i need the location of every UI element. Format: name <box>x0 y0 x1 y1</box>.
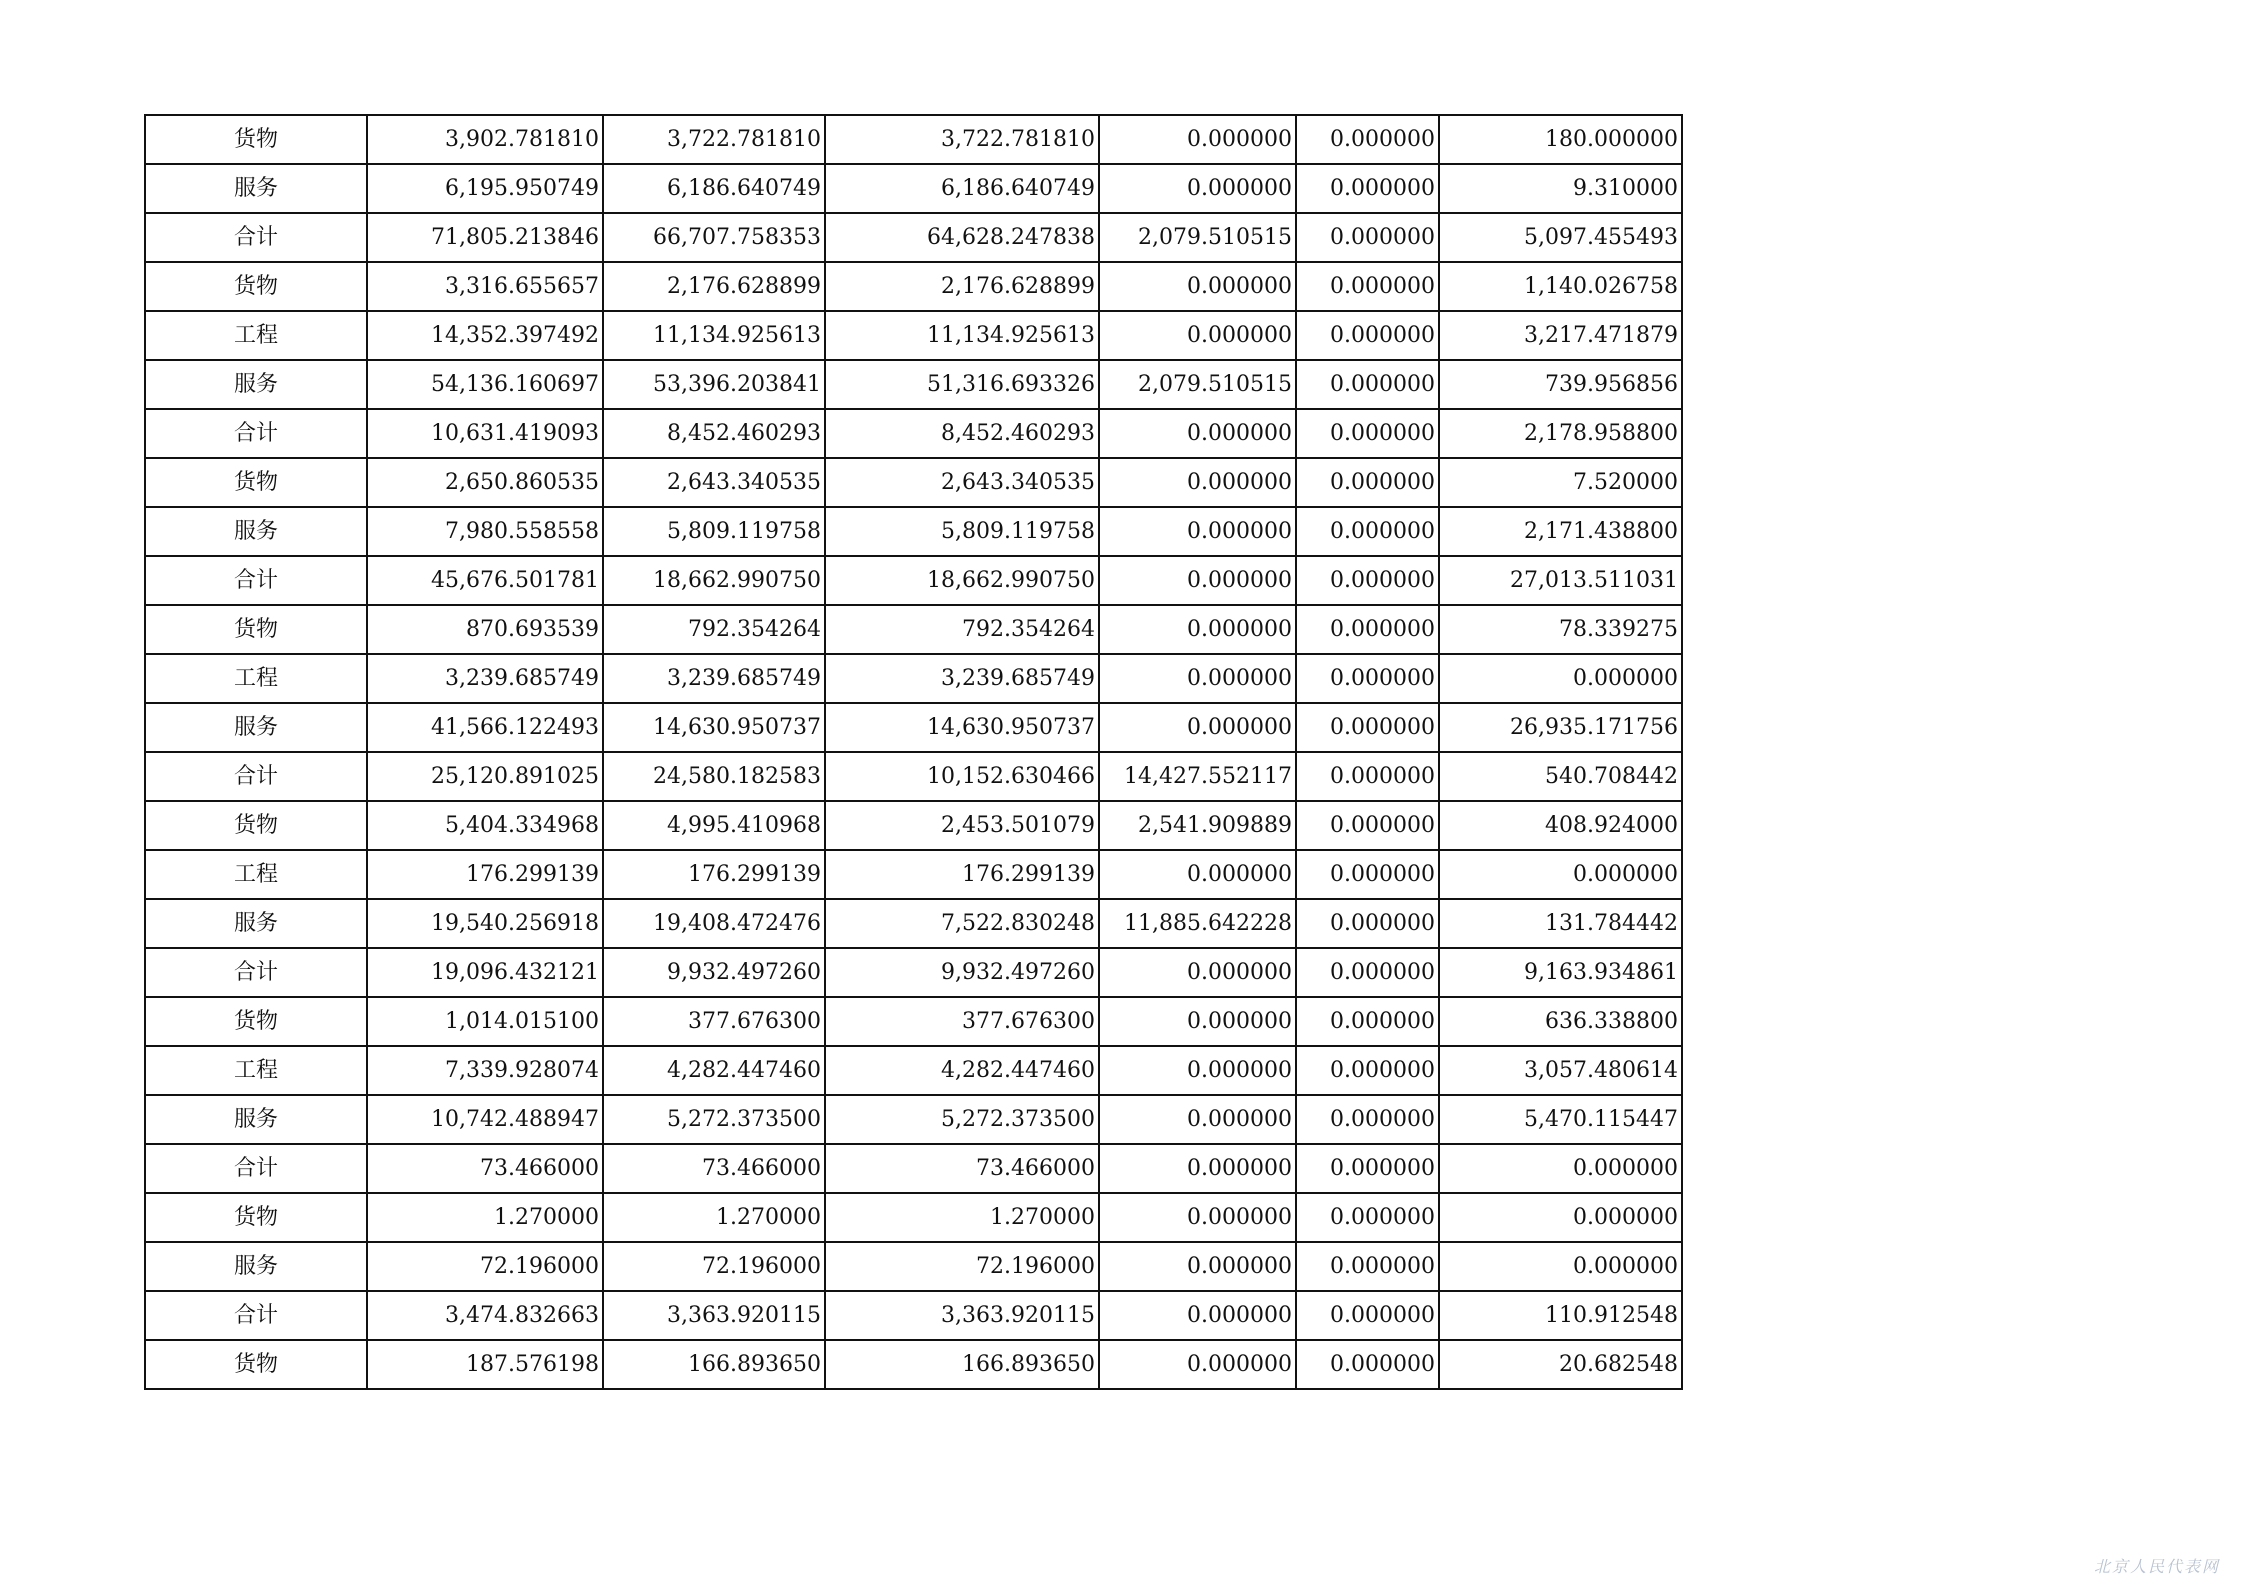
table-cell-col-2: 71,805.213846 <box>367 213 603 262</box>
table-cell-col-5: 0.000000 <box>1099 605 1296 654</box>
table-cell-col-3: 53,396.203841 <box>603 360 825 409</box>
table-cell-col-2: 2,650.860535 <box>367 458 603 507</box>
table-cell-category: 服务 <box>145 164 367 213</box>
table-row <box>145 899 1682 948</box>
table-cell-category: 合计 <box>145 213 367 262</box>
table-cell-col-4: 10,152.630466 <box>825 752 1099 801</box>
table-cell-category: 合计 <box>145 752 367 801</box>
table-cell-col-4: 6,186.640749 <box>825 164 1099 213</box>
table-cell-col-4: 5,809.119758 <box>825 507 1099 556</box>
table-row <box>145 311 1682 360</box>
table-row <box>145 948 1682 997</box>
table-cell-col-7: 20.682548 <box>1439 1340 1682 1389</box>
table-cell-col-7: 5,097.455493 <box>1439 213 1682 262</box>
table-cell-col-6: 0.000000 <box>1296 948 1439 997</box>
table-cell-col-2: 187.576198 <box>367 1340 603 1389</box>
table-cell-col-7: 3,217.471879 <box>1439 311 1682 360</box>
table-cell-col-2: 14,352.397492 <box>367 311 603 360</box>
table-cell-col-3: 72.196000 <box>603 1242 825 1291</box>
table-cell-col-2: 1,014.015100 <box>367 997 603 1046</box>
table-cell-col-5: 0.000000 <box>1099 703 1296 752</box>
table-cell-col-2: 5,404.334968 <box>367 801 603 850</box>
table-row <box>145 262 1682 311</box>
table-cell-col-3: 2,643.340535 <box>603 458 825 507</box>
table-cell-category: 服务 <box>145 703 367 752</box>
table-cell-category: 货物 <box>145 1340 367 1389</box>
table-cell-col-3: 8,452.460293 <box>603 409 825 458</box>
table-cell-col-7: 2,178.958800 <box>1439 409 1682 458</box>
table-cell-category: 工程 <box>145 1046 367 1095</box>
table-cell-category: 货物 <box>145 458 367 507</box>
table-cell-col-2: 25,120.891025 <box>367 752 603 801</box>
table-cell-col-6: 0.000000 <box>1296 1193 1439 1242</box>
table-cell-category: 合计 <box>145 1144 367 1193</box>
table-cell-col-2: 45,676.501781 <box>367 556 603 605</box>
table-cell-col-7: 0.000000 <box>1439 1144 1682 1193</box>
table-cell-col-4: 9,932.497260 <box>825 948 1099 997</box>
table-cell-col-2: 176.299139 <box>367 850 603 899</box>
table-cell-col-7: 3,057.480614 <box>1439 1046 1682 1095</box>
table-cell-category: 服务 <box>145 360 367 409</box>
table-cell-col-4: 51,316.693326 <box>825 360 1099 409</box>
table-cell-col-6: 0.000000 <box>1296 1144 1439 1193</box>
table-cell-col-5: 0.000000 <box>1099 458 1296 507</box>
table-cell-col-7: 0.000000 <box>1439 1242 1682 1291</box>
table-cell-col-5: 0.000000 <box>1099 1193 1296 1242</box>
table-cell-col-7: 78.339275 <box>1439 605 1682 654</box>
table-cell-col-2: 10,742.488947 <box>367 1095 603 1144</box>
data-table <box>144 114 1683 1390</box>
table-cell-col-5: 0.000000 <box>1099 1340 1296 1389</box>
table-cell-col-4: 176.299139 <box>825 850 1099 899</box>
table-cell-col-5: 0.000000 <box>1099 1144 1296 1193</box>
table-cell-col-3: 2,176.628899 <box>603 262 825 311</box>
table-cell-col-6: 0.000000 <box>1296 703 1439 752</box>
table-cell-col-2: 19,540.256918 <box>367 899 603 948</box>
table-row <box>145 115 1682 164</box>
table-cell-col-7: 2,171.438800 <box>1439 507 1682 556</box>
table-cell-col-3: 9,932.497260 <box>603 948 825 997</box>
table-row <box>145 1095 1682 1144</box>
table-cell-col-3: 166.893650 <box>603 1340 825 1389</box>
table-cell-col-4: 3,722.781810 <box>825 115 1099 164</box>
table-cell-col-2: 7,339.928074 <box>367 1046 603 1095</box>
table-cell-col-7: 540.708442 <box>1439 752 1682 801</box>
table-cell-col-7: 26,935.171756 <box>1439 703 1682 752</box>
table-cell-category: 服务 <box>145 1095 367 1144</box>
table-cell-category: 服务 <box>145 1242 367 1291</box>
table-cell-col-6: 0.000000 <box>1296 654 1439 703</box>
table-cell-col-3: 24,580.182583 <box>603 752 825 801</box>
table-cell-col-7: 739.956856 <box>1439 360 1682 409</box>
table-row <box>145 164 1682 213</box>
table-cell-col-2: 1.270000 <box>367 1193 603 1242</box>
table-cell-col-4: 377.676300 <box>825 997 1099 1046</box>
table-cell-col-6: 0.000000 <box>1296 1340 1439 1389</box>
table-cell-category: 服务 <box>145 507 367 556</box>
table-cell-col-5: 0.000000 <box>1099 311 1296 360</box>
table-cell-col-2: 3,316.655657 <box>367 262 603 311</box>
table-cell-col-4: 3,239.685749 <box>825 654 1099 703</box>
table-cell-col-3: 6,186.640749 <box>603 164 825 213</box>
table-cell-col-7: 131.784442 <box>1439 899 1682 948</box>
table-cell-col-5: 0.000000 <box>1099 1291 1296 1340</box>
table-cell-col-5: 0.000000 <box>1099 556 1296 605</box>
table-cell-category: 合计 <box>145 1291 367 1340</box>
table-row <box>145 1144 1682 1193</box>
table-cell-col-2: 3,239.685749 <box>367 654 603 703</box>
table-cell-category: 合计 <box>145 948 367 997</box>
table-cell-category: 货物 <box>145 1193 367 1242</box>
table-cell-col-6: 0.000000 <box>1296 458 1439 507</box>
table-cell-col-6: 0.000000 <box>1296 556 1439 605</box>
table-cell-col-6: 0.000000 <box>1296 507 1439 556</box>
table-cell-col-7: 110.912548 <box>1439 1291 1682 1340</box>
table-cell-col-7: 0.000000 <box>1439 1193 1682 1242</box>
table-row <box>145 360 1682 409</box>
table-cell-category: 工程 <box>145 311 367 360</box>
table-cell-col-6: 0.000000 <box>1296 360 1439 409</box>
table-cell-col-3: 377.676300 <box>603 997 825 1046</box>
table-cell-col-4: 18,662.990750 <box>825 556 1099 605</box>
table-cell-col-2: 19,096.432121 <box>367 948 603 997</box>
table-cell-col-4: 792.354264 <box>825 605 1099 654</box>
table-row <box>145 507 1682 556</box>
table-cell-col-3: 3,363.920115 <box>603 1291 825 1340</box>
table-cell-col-6: 0.000000 <box>1296 213 1439 262</box>
table-row <box>145 850 1682 899</box>
table-cell-col-4: 3,363.920115 <box>825 1291 1099 1340</box>
table-cell-col-2: 73.466000 <box>367 1144 603 1193</box>
table-cell-col-7: 7.520000 <box>1439 458 1682 507</box>
table-row <box>145 556 1682 605</box>
table-cell-category: 工程 <box>145 850 367 899</box>
table-cell-col-5: 0.000000 <box>1099 507 1296 556</box>
table-cell-col-3: 792.354264 <box>603 605 825 654</box>
table-cell-col-3: 1.270000 <box>603 1193 825 1242</box>
table-cell-col-6: 0.000000 <box>1296 801 1439 850</box>
table-cell-category: 货物 <box>145 605 367 654</box>
table-cell-col-4: 1.270000 <box>825 1193 1099 1242</box>
table-cell-col-5: 2,079.510515 <box>1099 213 1296 262</box>
table-cell-col-7: 9.310000 <box>1439 164 1682 213</box>
table-row <box>145 1242 1682 1291</box>
table-cell-col-3: 66,707.758353 <box>603 213 825 262</box>
table-row <box>145 997 1682 1046</box>
table-cell-col-3: 5,809.119758 <box>603 507 825 556</box>
table-cell-col-4: 5,272.373500 <box>825 1095 1099 1144</box>
table-cell-category: 货物 <box>145 115 367 164</box>
table-cell-category: 服务 <box>145 899 367 948</box>
watermark: 北京人民代表网 <box>2093 1557 2220 1576</box>
table-cell-col-4: 14,630.950737 <box>825 703 1099 752</box>
table-cell-col-2: 41,566.122493 <box>367 703 603 752</box>
table-cell-col-3: 4,995.410968 <box>603 801 825 850</box>
table-cell-col-4: 73.466000 <box>825 1144 1099 1193</box>
table-cell-col-5: 0.000000 <box>1099 1242 1296 1291</box>
table-cell-col-7: 0.000000 <box>1439 850 1682 899</box>
table-row <box>145 1291 1682 1340</box>
table-cell-col-3: 11,134.925613 <box>603 311 825 360</box>
table-cell-category: 货物 <box>145 997 367 1046</box>
table-cell-col-3: 5,272.373500 <box>603 1095 825 1144</box>
table-body <box>145 115 1682 1389</box>
table-cell-col-5: 0.000000 <box>1099 164 1296 213</box>
table-cell-col-6: 0.000000 <box>1296 311 1439 360</box>
table-cell-col-5: 2,079.510515 <box>1099 360 1296 409</box>
table-cell-col-2: 72.196000 <box>367 1242 603 1291</box>
table-cell-col-7: 1,140.026758 <box>1439 262 1682 311</box>
table-cell-col-6: 0.000000 <box>1296 752 1439 801</box>
table-cell-col-2: 54,136.160697 <box>367 360 603 409</box>
table-cell-col-7: 0.000000 <box>1439 654 1682 703</box>
table-cell-col-5: 0.000000 <box>1099 1046 1296 1095</box>
table-cell-col-5: 0.000000 <box>1099 409 1296 458</box>
table-cell-col-4: 4,282.447460 <box>825 1046 1099 1095</box>
table-cell-col-5: 11,885.642228 <box>1099 899 1296 948</box>
table-cell-col-6: 0.000000 <box>1296 164 1439 213</box>
table-cell-col-6: 0.000000 <box>1296 262 1439 311</box>
table-cell-col-3: 18,662.990750 <box>603 556 825 605</box>
table-cell-col-6: 0.000000 <box>1296 409 1439 458</box>
table-cell-col-6: 0.000000 <box>1296 1291 1439 1340</box>
table-row <box>145 1193 1682 1242</box>
table-cell-col-4: 2,453.501079 <box>825 801 1099 850</box>
table-row <box>145 752 1682 801</box>
table-cell-col-3: 4,282.447460 <box>603 1046 825 1095</box>
table-cell-col-2: 3,902.781810 <box>367 115 603 164</box>
table-row <box>145 1340 1682 1389</box>
table-cell-category: 合计 <box>145 556 367 605</box>
table-cell-col-7: 636.338800 <box>1439 997 1682 1046</box>
table-cell-col-5: 14,427.552117 <box>1099 752 1296 801</box>
table-cell-col-5: 0.000000 <box>1099 997 1296 1046</box>
table-cell-col-2: 10,631.419093 <box>367 409 603 458</box>
table-cell-col-4: 8,452.460293 <box>825 409 1099 458</box>
table-cell-col-4: 7,522.830248 <box>825 899 1099 948</box>
table-cell-col-7: 408.924000 <box>1439 801 1682 850</box>
table-row <box>145 801 1682 850</box>
table-cell-col-3: 73.466000 <box>603 1144 825 1193</box>
table-cell-col-6: 0.000000 <box>1296 899 1439 948</box>
table-cell-col-4: 11,134.925613 <box>825 311 1099 360</box>
table-cell-col-4: 72.196000 <box>825 1242 1099 1291</box>
table-cell-col-3: 14,630.950737 <box>603 703 825 752</box>
table-cell-col-7: 27,013.511031 <box>1439 556 1682 605</box>
table-row <box>145 213 1682 262</box>
table-cell-col-5: 0.000000 <box>1099 654 1296 703</box>
table-cell-col-4: 2,643.340535 <box>825 458 1099 507</box>
table-row <box>145 605 1682 654</box>
table-cell-col-5: 0.000000 <box>1099 115 1296 164</box>
table-cell-col-5: 2,541.909889 <box>1099 801 1296 850</box>
table-row <box>145 654 1682 703</box>
table-cell-col-7: 5,470.115447 <box>1439 1095 1682 1144</box>
table-cell-col-6: 0.000000 <box>1296 1242 1439 1291</box>
table-cell-category: 合计 <box>145 409 367 458</box>
table-cell-col-2: 3,474.832663 <box>367 1291 603 1340</box>
table-cell-col-6: 0.000000 <box>1296 1046 1439 1095</box>
table-cell-col-4: 64,628.247838 <box>825 213 1099 262</box>
table-row <box>145 703 1682 752</box>
table-cell-category: 货物 <box>145 262 367 311</box>
table-cell-col-7: 9,163.934861 <box>1439 948 1682 997</box>
table-cell-col-6: 0.000000 <box>1296 1095 1439 1144</box>
table-cell-col-3: 19,408.472476 <box>603 899 825 948</box>
table-cell-col-2: 7,980.558558 <box>367 507 603 556</box>
table-cell-col-5: 0.000000 <box>1099 262 1296 311</box>
table-row <box>145 409 1682 458</box>
table-cell-col-5: 0.000000 <box>1099 948 1296 997</box>
table-cell-col-6: 0.000000 <box>1296 850 1439 899</box>
table-cell-category: 工程 <box>145 654 367 703</box>
table-cell-col-5: 0.000000 <box>1099 1095 1296 1144</box>
table-cell-col-4: 2,176.628899 <box>825 262 1099 311</box>
table-cell-col-3: 3,239.685749 <box>603 654 825 703</box>
table-row <box>145 1046 1682 1095</box>
table-cell-col-2: 870.693539 <box>367 605 603 654</box>
table-row <box>145 458 1682 507</box>
table-cell-col-4: 166.893650 <box>825 1340 1099 1389</box>
table-cell-col-3: 3,722.781810 <box>603 115 825 164</box>
table-cell-col-6: 0.000000 <box>1296 605 1439 654</box>
table-cell-col-7: 180.000000 <box>1439 115 1682 164</box>
table-cell-category: 货物 <box>145 801 367 850</box>
table-cell-col-3: 176.299139 <box>603 850 825 899</box>
table-cell-col-5: 0.000000 <box>1099 850 1296 899</box>
table-cell-col-2: 6,195.950749 <box>367 164 603 213</box>
table-cell-col-6: 0.000000 <box>1296 997 1439 1046</box>
table-cell-col-6: 0.000000 <box>1296 115 1439 164</box>
